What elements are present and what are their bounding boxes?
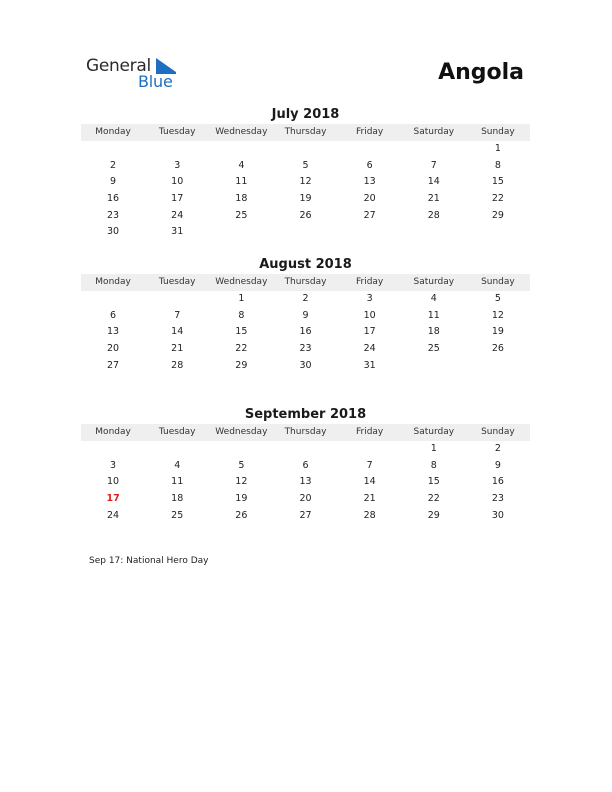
date-cell: 27: [107, 359, 120, 371]
date-cell: 28: [363, 509, 376, 521]
date-cell: 3: [174, 159, 181, 171]
date-cell: 26: [299, 209, 312, 221]
date-cell: 6: [110, 309, 117, 321]
date-cell: 14: [171, 326, 184, 338]
date-cell: 8: [238, 309, 245, 321]
month-title: July 2018: [271, 107, 340, 122]
date-cell: 30: [491, 509, 504, 521]
weekday-header: Sunday: [481, 127, 515, 137]
date-cell: 2: [302, 293, 309, 304]
date-cell: 30: [107, 226, 120, 238]
date-cell: [338, 441, 402, 458]
date-cell: 5: [238, 459, 245, 471]
date-cell: [145, 291, 209, 308]
date-cell: [273, 441, 337, 458]
weekday-header: Thursday: [284, 127, 327, 137]
month-august: [81, 256, 530, 374]
date-cell: 8: [494, 159, 501, 171]
date-cell: 15: [235, 326, 248, 338]
date-cell: 31: [171, 226, 184, 238]
weekday-header: Tuesday: [158, 127, 196, 137]
date-cell: 27: [363, 209, 376, 221]
weekday-header: Monday: [95, 127, 131, 137]
week-row: [81, 224, 530, 241]
date-cell: 14: [427, 176, 440, 188]
date-cell: [209, 224, 273, 241]
weekday-header: Tuesday: [158, 427, 196, 437]
date-cell: 18: [427, 326, 440, 338]
date-cell: 11: [171, 476, 184, 488]
logo-general-text: General: [86, 56, 151, 76]
weekday-header-row: [81, 424, 530, 441]
date-cell: 4: [174, 459, 181, 471]
date-cell: [209, 141, 273, 158]
date-cell: 5: [302, 159, 309, 171]
date-cell: 17: [363, 326, 376, 338]
week-row: [81, 158, 530, 175]
date-cell: 25: [235, 209, 248, 221]
month-july: [81, 106, 530, 241]
logo-blue-text: Blue: [138, 72, 173, 91]
date-cell: 7: [430, 159, 437, 171]
date-cell: 1: [238, 293, 245, 304]
date-cell: 17: [171, 193, 184, 205]
weekday-header: Friday: [355, 277, 384, 287]
date-cell: 22: [427, 493, 440, 505]
week-row: [81, 324, 530, 341]
date-cell: 24: [363, 343, 376, 355]
date-cell: 1: [494, 143, 501, 154]
date-cell: 12: [235, 476, 248, 488]
week-row: [81, 308, 530, 325]
date-cell: 9: [302, 309, 309, 321]
date-cell: 16: [107, 193, 120, 205]
date-cell: 3: [366, 293, 373, 304]
week-row: [81, 474, 530, 491]
date-cell: 25: [171, 509, 184, 521]
date-cell: 30: [299, 359, 312, 371]
month-title: September 2018: [244, 407, 367, 422]
date-cell: [402, 224, 466, 241]
week-row: [81, 174, 530, 191]
date-cell: 26: [491, 343, 504, 355]
weekday-header: Saturday: [413, 277, 455, 287]
weekday-header: Wednesday: [215, 427, 268, 437]
date-cell: 24: [171, 209, 184, 221]
holiday-notes: Sep 17: National Hero Day: [89, 556, 209, 566]
week-row: [81, 441, 530, 458]
country-title: Angola: [438, 60, 524, 85]
date-cell: 29: [427, 509, 440, 521]
date-cell: 9: [494, 459, 501, 471]
date-cell: [466, 224, 530, 241]
weekday-header: Saturday: [413, 427, 455, 437]
date-cell: 16: [491, 476, 504, 488]
weekday-header-row: [81, 274, 530, 291]
weekday-header: Saturday: [413, 127, 455, 137]
weekday-header: Thursday: [284, 277, 327, 287]
date-cell: 29: [235, 359, 248, 371]
date-cell: [338, 224, 402, 241]
weekday-header: Friday: [355, 427, 384, 437]
date-cell: 23: [107, 209, 120, 221]
weekday-header: Sunday: [481, 427, 515, 437]
weekday-header: Thursday: [284, 427, 327, 437]
date-cell: 27: [299, 509, 312, 521]
date-cell: 23: [491, 493, 504, 505]
date-cell: [402, 141, 466, 158]
month-september: [81, 406, 530, 524]
date-cell: 19: [491, 326, 504, 338]
week-row: [81, 291, 530, 308]
date-cell: 13: [363, 176, 376, 188]
week-row: [81, 141, 530, 158]
date-cell: 4: [430, 293, 437, 304]
date-cell: 20: [107, 343, 120, 355]
date-cell: 8: [430, 459, 437, 471]
weekday-header: Monday: [95, 427, 131, 437]
weekday-header: Sunday: [481, 277, 515, 287]
date-cell: [81, 291, 145, 308]
week-row: [81, 358, 530, 375]
week-row: [81, 208, 530, 225]
date-cell: 19: [299, 193, 312, 205]
date-cell: 25: [427, 343, 440, 355]
date-cell: 13: [299, 476, 312, 488]
date-cell: 18: [235, 193, 248, 205]
date-cell: 11: [427, 309, 440, 321]
date-cell: 23: [299, 343, 312, 355]
date-cell: 6: [302, 459, 309, 471]
date-cell: 12: [299, 176, 312, 188]
date-cell: 22: [235, 343, 248, 355]
date-cell: 28: [427, 209, 440, 221]
date-cell: 5: [494, 293, 501, 304]
date-cell: 11: [235, 176, 248, 188]
week-row: [81, 341, 530, 358]
date-cell: 29: [491, 209, 504, 221]
date-cell: 21: [171, 343, 184, 355]
weekday-header: Wednesday: [215, 277, 268, 287]
weekday-header: Monday: [95, 277, 131, 287]
date-cell: 7: [366, 459, 373, 471]
date-cell: 15: [491, 176, 504, 188]
date-cell: [466, 358, 530, 375]
holiday-date-cell: 17: [106, 493, 120, 505]
date-cell: 1: [430, 443, 437, 454]
date-cell: 7: [174, 309, 181, 321]
date-cell: 24: [107, 509, 120, 521]
weekday-header-row: [81, 124, 530, 141]
week-row: [81, 458, 530, 475]
weekday-header: Tuesday: [158, 277, 196, 287]
date-cell: 3: [110, 459, 117, 471]
date-cell: 26: [235, 509, 248, 521]
date-cell: 20: [363, 193, 376, 205]
week-row: [81, 508, 530, 525]
date-cell: 13: [107, 326, 120, 338]
weekday-header: Wednesday: [215, 127, 268, 137]
date-cell: 4: [238, 159, 245, 171]
date-cell: 18: [171, 493, 184, 505]
date-cell: 10: [363, 309, 376, 321]
date-cell: 28: [171, 359, 184, 371]
date-cell: 10: [107, 476, 120, 488]
week-row: [81, 491, 530, 508]
date-cell: 21: [363, 493, 376, 505]
date-cell: 31: [363, 359, 376, 371]
month-title: August 2018: [259, 257, 352, 272]
date-cell: 20: [299, 493, 312, 505]
date-cell: [81, 441, 145, 458]
date-cell: 12: [491, 309, 504, 321]
date-cell: 21: [427, 193, 440, 205]
date-cell: 10: [171, 176, 184, 188]
date-cell: [209, 441, 273, 458]
date-cell: 22: [491, 193, 504, 205]
date-cell: 2: [110, 159, 117, 171]
week-row: [81, 191, 530, 208]
date-cell: [145, 441, 209, 458]
date-cell: 6: [366, 159, 373, 171]
date-cell: 9: [110, 176, 117, 188]
date-cell: [145, 141, 209, 158]
date-cell: 14: [363, 476, 376, 488]
date-cell: [273, 141, 337, 158]
date-cell: 2: [494, 443, 501, 454]
date-cell: [402, 358, 466, 375]
date-cell: 19: [235, 493, 248, 505]
date-cell: [81, 141, 145, 158]
weekday-header: Friday: [355, 127, 384, 137]
generalblue-logo: [86, 56, 186, 92]
date-cell: [338, 141, 402, 158]
date-cell: 15: [427, 476, 440, 488]
date-cell: [273, 224, 337, 241]
date-cell: 16: [299, 326, 312, 338]
